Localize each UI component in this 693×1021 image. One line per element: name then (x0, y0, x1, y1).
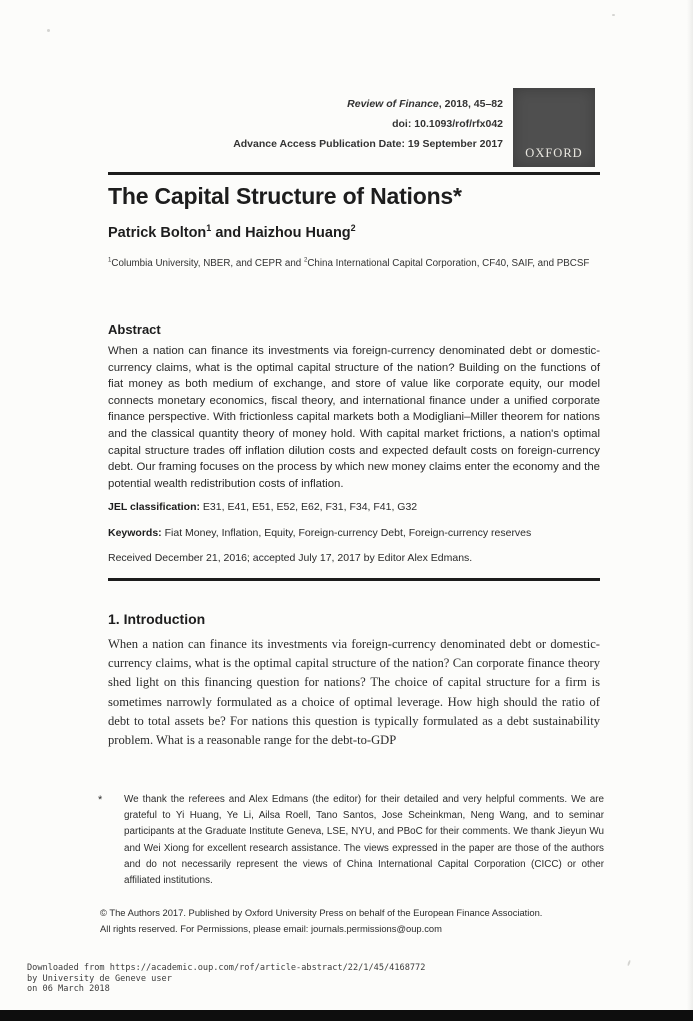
copyright-line-1: © The Authors 2017. Published by Oxford University Press on behalf of the European Finance Association. (100, 907, 543, 918)
author-1-affiliation-mark: 1 (206, 223, 212, 234)
journal-citation (173, 94, 503, 114)
keywords-list: Fiat Money, Inflation, Equity, Foreign-currency Debt, Foreign-currency reserves (161, 527, 532, 539)
footnote-text: We thank the referees and Alex Edmans (the editor) for their detailed and very helpful comments. We are grateful to Yi Huang, Ye Li, Ailsa Roell, Tano Santos, Jose Scheinkman, Neng Wang, and to seminar participants at the Graduate Institute Geneva, LSE, NYU, and PBoC for their comments. We thank Jieyun Wu and Wei Xiong for excellent research assistance. The views expressed in the paper are those of the authors and do not necessarily represent the views of China International Capital Corporation (CICC) or other affiliated institutions. (124, 794, 604, 887)
section-1-heading: 1. Introduction (108, 611, 206, 627)
jel-label: JEL classification: (108, 501, 201, 513)
oxford-university-press-logo (513, 88, 595, 167)
copyright-line-2: All rights reserved. For Permissions, please email: journals.permissions@oup.com (100, 923, 442, 934)
affiliation-2-text: China International Capital Corporation, CF40, SAIF, and PBCSF (307, 258, 590, 269)
affiliation-2-mark: 2 (303, 257, 308, 264)
title-footnote (98, 792, 604, 889)
author-1: Patrick Bolton (108, 225, 207, 241)
doi-line: doi: 10.1093/rof/rfx042 (392, 118, 503, 130)
footnote-asterisk: * (98, 794, 103, 806)
received-accepted-line: Received December 21, 2016; accepted July 17, 2017 by Editor Alex Edmans. (108, 552, 473, 564)
header-divider-rule (108, 172, 600, 175)
oxford-logo-text: OXFORD (525, 146, 583, 160)
advance-access-line: Advance Access Publication Date: 19 September 2017 (233, 138, 503, 150)
author-separator: and (211, 225, 246, 241)
author-2: Haizhou Huang (245, 225, 351, 241)
scan-edge-shadow (687, 0, 693, 1021)
affiliation-1-text: Columbia University, NBER, and CEPR and (111, 258, 304, 269)
scan-noise (47, 29, 50, 32)
download-stamp-line-1: Downloaded from https://academic.oup.com/rof/article-abstract/22/1/45/4168772 (27, 963, 426, 973)
jel-classification-line (108, 501, 600, 513)
scan-bottom-band (0, 1010, 693, 1021)
keywords-label: Keywords: (108, 527, 162, 539)
keywords-line (108, 527, 600, 539)
affiliation-1-mark: 1 (108, 257, 112, 264)
author-line (108, 225, 608, 241)
download-stamp (27, 963, 547, 995)
download-stamp-line-3: on 06 March 2018 (27, 984, 110, 994)
introduction-paragraph: When a nation can finance its investments via foreign-currency denominated debt or domestic-currency claims, what is the optimal capital structure of the nation? Can corporate finance theory shed light on this financing question for nations? The choice of capital structure for a firm is sometimes narrowly formulated as a choice of optimal leverage. How high should the ratio of debt to total assets be? For nations this question is typically formulated as a debt sustainability problem. What is a reasonable range for the debt-to-GDP (108, 637, 600, 748)
scan-noise (627, 960, 631, 966)
article-title: The Capital Structure of Nations* (108, 183, 462, 209)
jel-codes: E31, E41, E51, E52, E62, F31, F34, F41, G32 (200, 501, 418, 513)
affiliation-line (108, 256, 600, 271)
abstract-divider-rule (108, 578, 600, 581)
download-stamp-line-2: by University de Geneve user (27, 973, 172, 984)
scan-noise (612, 14, 615, 16)
copyright-block (100, 905, 600, 937)
journal-name: Review of Finance (347, 98, 439, 110)
journal-header (173, 94, 503, 154)
author-2-affiliation-mark: 2 (350, 223, 356, 234)
abstract-heading: Abstract (108, 322, 161, 337)
issue-info: , 2018, 45–82 (438, 98, 503, 110)
abstract-paragraph: When a nation can finance its investments via foreign-currency denominated debt or domestic-currency claims, what is the optimal capital structure of the nation? Building on the functions of fiat money as both medium of exchange, and store of value like corporate equity, our model connects monetary economics, fiscal theory, and international finance under a unified corporate finance perspective. With frictionless capital markets both a Modigliani–Miller theorem for nations and the classical quantity theory of money hold. With capital market frictions, a nation's optimal capital structure trades off inflation dilution costs and expected default costs on foreign-currency debt. Our framing focuses on the process by which new money claims enter the economy and the potential wealth redistribution costs of inflation. (108, 345, 600, 490)
